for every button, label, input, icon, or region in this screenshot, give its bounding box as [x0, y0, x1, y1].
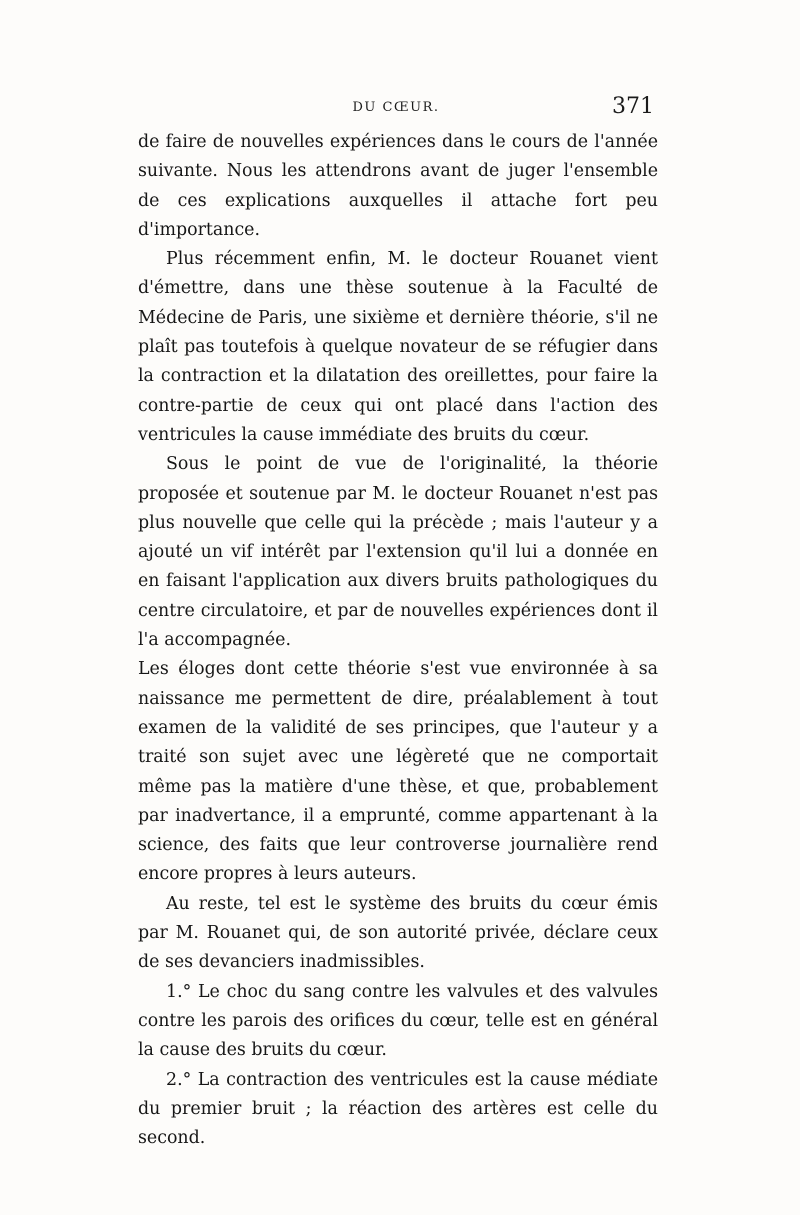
running-head: DU CŒUR.: [352, 100, 440, 115]
body-text: [138, 128, 658, 1153]
paragraph: Au reste, tel est le système des bruits du cœur émis par M. Rouanet qui, de son autorité privée, déclare ceux de ses devanciers inadmissibles.: [138, 893, 658, 973]
paragraph: Les éloges dont cette théorie s'est vue environnée à sa naissance me permettent de dire, préalablement à tout examen de la validité de ses principes, que l'auteur y a traité son sujet avec une légèreté que ne comportait même pas la matière d'une thèse, et que, probablement par inadvertance, il a emprunté, comme appartenant à la science, des faits que leur controverse journalière rend encore propres à leurs auteurs.: [138, 659, 658, 885]
paragraph-continuation: de faire de nouvelles expériences dans le cours de l'année suivante. Nous les attendrons avant de juger l'ensemble de ces explications auxquelles il attache fort peu d'importance.: [138, 132, 658, 240]
paragraph: Plus récemment enfin, M. le docteur Rouanet vient d'émettre, dans une thèse soutenue à la Faculté de Médecine de Paris, une sixième et dernière théorie, s'il ne plaît pas toutefois à quelque novateur de se réfugier dans la contraction et la dilatation des oreillettes, pour faire la contre-partie de ceux qui ont placé dans l'action des ventricules la cause immédiate des bruits du cœur.: [138, 249, 658, 445]
numbered-item: 1.° Le choc du sang contre les valvules et des valvules contre les parois des orifices du cœur, telle est en général la cause des bruits du cœur.: [138, 981, 658, 1061]
numbered-item: 2.° La contraction des ventricules est la cause médiate du premier bruit ; la réaction des artères est celle du second.: [138, 1069, 658, 1149]
page-header: [136, 94, 656, 124]
page-number: 371: [612, 94, 654, 119]
paragraph: Sous le point de vue de l'originalité, la théorie proposée et soutenue par M. le docteur Rouanet n'est pas plus nouvelle que celle qui la précède ; mais l'auteur y a ajouté un vif intérêt par l'extension qu'il lui a donnée en en faisant l'application aux divers bruits pathologiques du centre circulatoire, et par de nouvelles expériences dont il l'a accompagnée.: [138, 454, 658, 651]
